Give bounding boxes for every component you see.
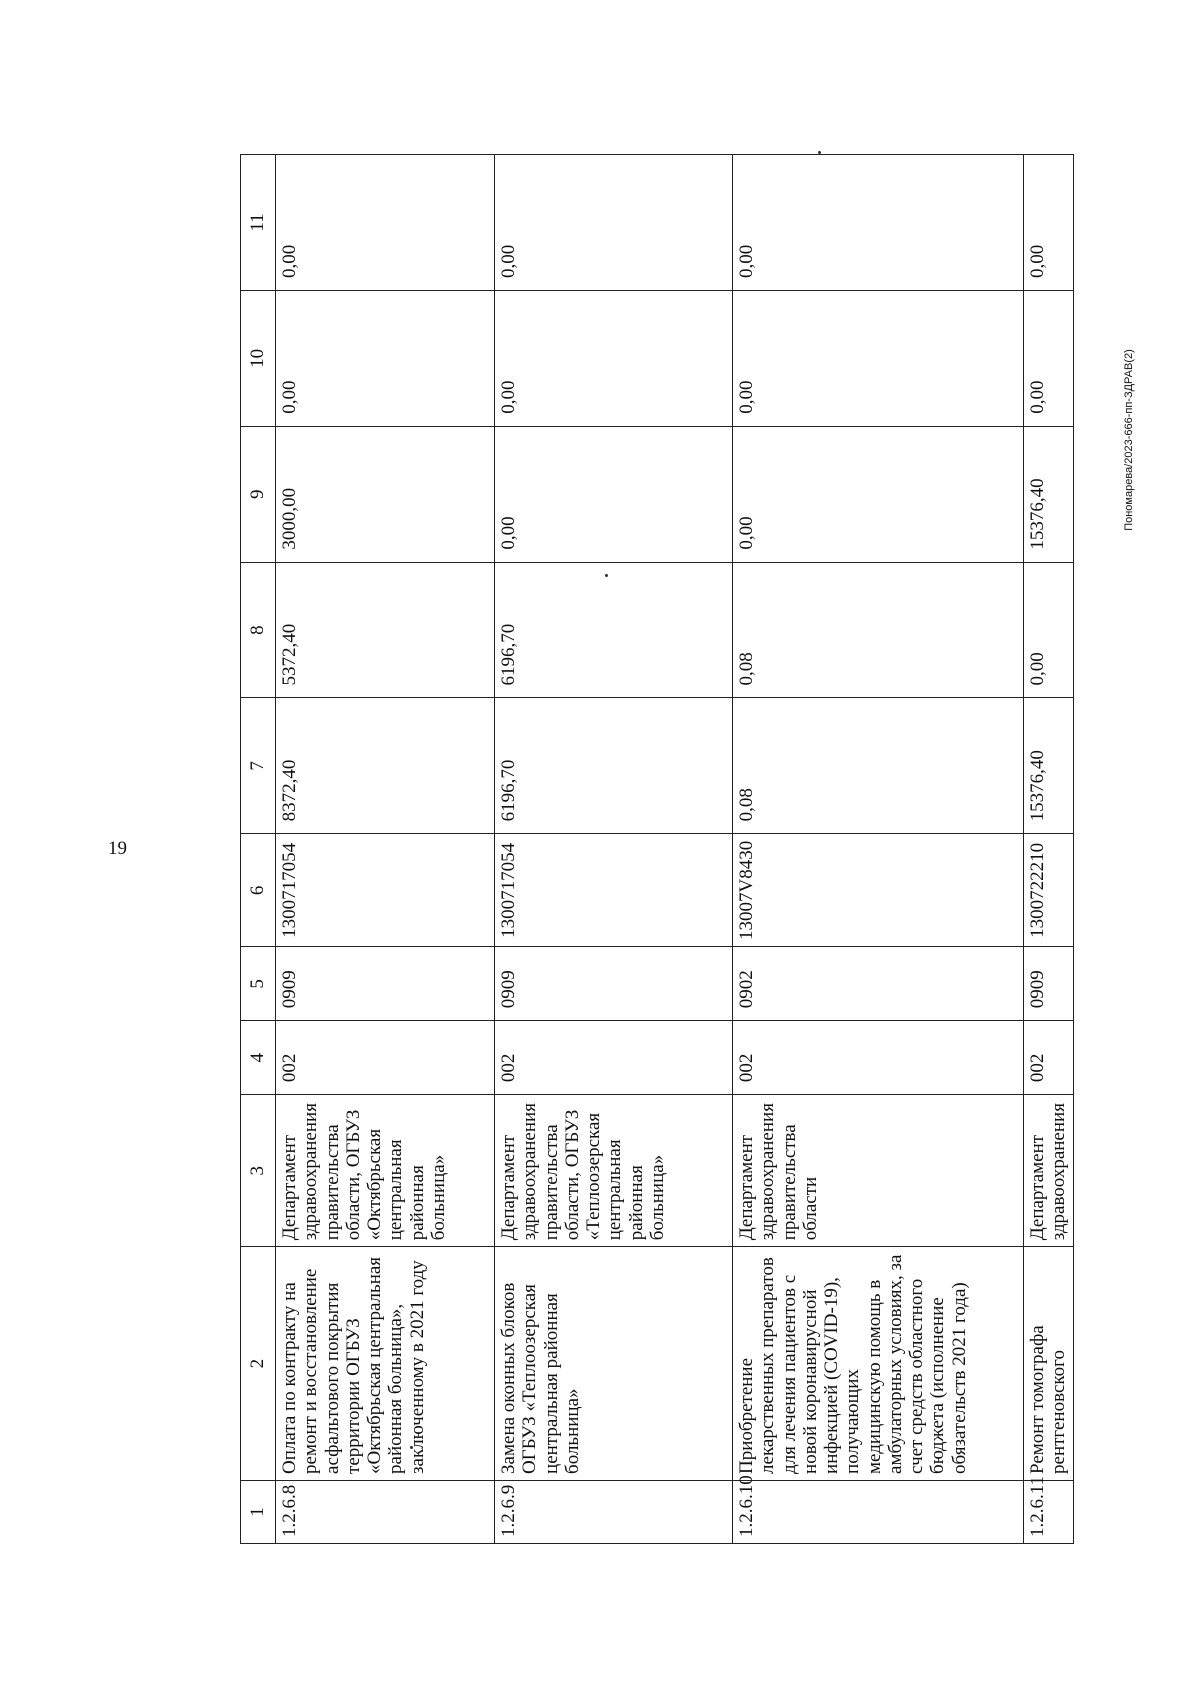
cell-col9: 3000,00	[276, 426, 495, 562]
document-code	[1118, 250, 1140, 630]
cell-col8: 6196,70	[495, 562, 733, 698]
cell-col10: 0,00	[276, 290, 495, 426]
cell-col4: 002	[733, 1021, 1024, 1095]
column-header: 9	[241, 426, 276, 562]
table-header-row	[241, 155, 276, 1544]
row-name: Замена оконных блоков ОГБУЗ «Теплоозерская центральная районная больница»	[495, 1247, 733, 1481]
column-header: 8	[241, 562, 276, 698]
row-executor: Департамент здравоохранения правительства области	[733, 1095, 1024, 1247]
cell-col7: 15376,40	[1024, 698, 1074, 834]
row-name: Приобретение лекарственных препаратов для лечения пациентов с новой коронавирусной инфекцией (COVID-19), получающих медицинскую помощь в амбулаторных условиях, за счет средств областного бюджета (исполнение обязательств 2021 года)	[733, 1247, 1024, 1481]
cell-col11: 0,00	[495, 155, 733, 291]
column-header: 5	[241, 947, 276, 1021]
column-header: 7	[241, 698, 276, 834]
column-header: 3	[241, 1095, 276, 1247]
table-row	[733, 155, 1024, 1544]
cell-col11: 0,00	[1024, 155, 1074, 291]
cell-col10: 0,00	[733, 290, 1024, 426]
row-name: Оплата по контракту на ремонт и восстановление асфальтового покрытия территории ОГБУЗ «Октябрьская центральная районная больница», заключенному в 2021 году	[276, 1247, 495, 1481]
cell-col9: 0,00	[733, 426, 1024, 562]
column-header: 11	[241, 155, 276, 291]
cell-col5: 0909	[495, 947, 733, 1021]
row-number: 1.2.6.11	[1024, 1480, 1074, 1543]
column-header: 2	[241, 1247, 276, 1481]
cell-col10: 0,00	[1024, 290, 1074, 426]
cell-col6: 13007V8430	[733, 834, 1024, 947]
row-number: 1.2.6.8	[276, 1480, 495, 1543]
cell-col6: 1300722210	[1024, 834, 1074, 947]
cell-col6: 1300717054	[495, 834, 733, 947]
cell-col8: 5372,40	[276, 562, 495, 698]
cell-col10: 0,00	[495, 290, 733, 426]
cell-col11: 0,00	[276, 155, 495, 291]
document-code-text: Пономарева/2023-666-пп-ЗДРАВ(2)	[1123, 349, 1135, 531]
cell-col7: 0,08	[733, 698, 1024, 834]
row-number: 1.2.6.9	[495, 1480, 733, 1543]
cell-col8: 0,08	[733, 562, 1024, 698]
column-header: 6	[241, 834, 276, 947]
row-number: 1.2.6.10	[733, 1480, 1024, 1543]
cell-col8: 0,00	[1024, 562, 1074, 698]
column-header: 4	[241, 1021, 276, 1095]
row-executor: Департамент здравоохранения правительства области, ОГБУЗ «Октябрьская центральная районная больница»	[276, 1095, 495, 1247]
cell-col11: 0,00	[733, 155, 1024, 291]
cell-col7: 6196,70	[495, 698, 733, 834]
table-row	[1024, 155, 1074, 1544]
table-row	[276, 155, 495, 1544]
cell-col6: 1300717054	[276, 834, 495, 947]
cell-col4: 002	[495, 1021, 733, 1095]
row-executor: Департамент здравоохранения правительства области, ОГБУЗ «Теплоозерская центральная районная больница»	[495, 1095, 733, 1247]
column-header: 1	[241, 1480, 276, 1543]
page-number: 19	[108, 838, 127, 859]
budget-table	[240, 154, 1070, 1544]
cell-col9: 0,00	[495, 426, 733, 562]
cell-col7: 8372,40	[276, 698, 495, 834]
row-name: Ремонт томографа рентгеновского	[1024, 1247, 1074, 1481]
cell-col9: 15376,40	[1024, 426, 1074, 562]
cell-col5: 0909	[1024, 947, 1074, 1021]
column-header: 10	[241, 290, 276, 426]
cell-col4: 002	[276, 1021, 495, 1095]
row-executor: Департамент здравоохранения	[1024, 1095, 1074, 1247]
cell-col5: 0909	[276, 947, 495, 1021]
table-row	[495, 155, 733, 1544]
cell-col5: 0902	[733, 947, 1024, 1021]
cell-col4: 002	[1024, 1021, 1074, 1095]
